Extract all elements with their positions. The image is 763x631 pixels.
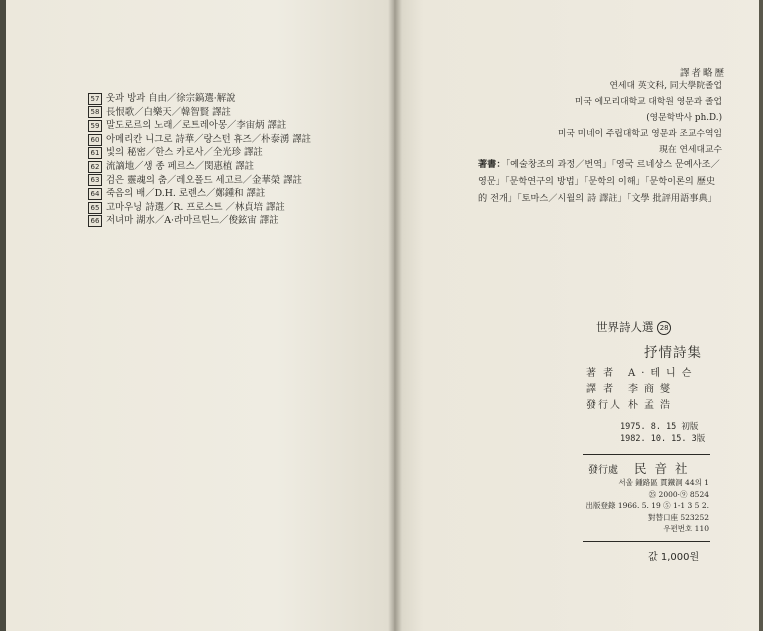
translator-bio-heading: 譯者略歷 [680, 68, 727, 79]
list-item [88, 146, 388, 160]
credit-row [586, 398, 697, 414]
books-text: 「예술창조의 과정／번역」「영국 르네상스 문예사조／영문」「문학연구의 방법」「문학의 이해」「문학이론의 歷史的 전개」「토마스／시월의 詩 譯註」「文學 批評用語事典」 [478, 159, 720, 205]
publisher-info-line: 우편번호 110 [663, 524, 709, 534]
edition-line: 1982. 10. 15. 3版 [620, 434, 706, 444]
right-edge [759, 0, 763, 631]
publisher-info-line: 對替口座 523252 [647, 512, 709, 522]
credit-role: 著 者 [586, 368, 616, 379]
series-title-list [88, 92, 388, 228]
books-label: 著書： [478, 159, 506, 170]
credit-name: 朴孟浩 [628, 400, 676, 411]
credit-row [586, 366, 697, 382]
credits [586, 366, 697, 414]
list-item-title: 웃과 방과 自由／徐宗鎬選·解說 [106, 93, 236, 104]
list-item [88, 160, 388, 174]
credit-role: 譯 者 [586, 384, 616, 395]
edition-line: 1975. 8. 15 初版 [620, 422, 699, 432]
translator-books [478, 156, 722, 208]
divider [583, 454, 710, 455]
list-item-title: 빛의 秘密／한스 카로사／全光珍 譯註 [106, 147, 263, 159]
volume-number: 62 [88, 161, 102, 173]
volume-number: 63 [88, 174, 102, 186]
list-item-title: 流謫地／생 종 페르스／閔惠植 譯註 [106, 160, 254, 172]
list-item [88, 214, 388, 228]
volume-number: 66 [88, 215, 102, 227]
series-number: 28 [657, 321, 671, 335]
bio-line: 미국 미네이 주립대학교 영문과 조교수역임 [557, 129, 722, 139]
list-item [88, 174, 388, 188]
list-item [88, 106, 388, 120]
volume-number: 65 [88, 202, 102, 214]
publisher-label: 發行處 [588, 465, 618, 476]
list-item-title: 죽음의 배／D.H. 로렌스／鄭鍾和 譯註 [106, 188, 266, 200]
edition-history [620, 421, 705, 445]
list-item-title: 아메리칸 니그로 詩華／랑스턴 휴즈／朴泰湧 譯註 [106, 133, 311, 145]
publisher-info-line: 서울 鍾路區 貫鐵洞 44의 1 [618, 478, 709, 487]
price: 값 1,000원 [648, 552, 700, 563]
volume-number: 58 [88, 106, 102, 118]
bio-line: 미국 에모리대학교 대학원 영문과 졸업 [574, 97, 722, 107]
list-item-title: 말도로르의 노래／로트레아몽／李宙炳 譯註 [106, 120, 287, 132]
list-item [88, 133, 388, 147]
volume-number: 64 [88, 188, 102, 200]
divider [583, 541, 710, 542]
list-item-title: 고마우닝 詩選／R. 프로스트 ／林貞培 譯註 [106, 201, 285, 213]
publisher [588, 459, 696, 477]
list-item-title: 검은 靈魂의 춤／레오폴드 세고르／金華榮 譯註 [106, 174, 302, 186]
publisher-info-line: ㉕ 2000·⑨ 8524 [648, 489, 709, 499]
credit-name: 李商燮 [628, 384, 676, 395]
credit-role: 發行人 [586, 400, 622, 411]
volume-number: 59 [88, 120, 102, 132]
publisher-name: 民音社 [634, 461, 696, 476]
bio-line: 現在 연세대교수 [659, 145, 722, 155]
list-item-title: 長恨歌／白樂天／韓智賢 譯註 [106, 106, 231, 118]
series-title: 世界詩人選 [596, 320, 654, 334]
book-gutter [388, 0, 402, 631]
volume-number: 60 [88, 134, 102, 146]
book-title: 抒情詩集 [644, 345, 702, 361]
list-item [88, 201, 388, 215]
credit-row [586, 382, 697, 398]
publisher-info [564, 477, 709, 535]
volume-number: 61 [88, 147, 102, 159]
left-edge [0, 0, 6, 631]
series-name [596, 319, 671, 335]
bio-line: 연세대 英文科, 同大學院졸업 [609, 81, 722, 91]
volume-number: 57 [88, 93, 102, 105]
list-item [88, 92, 388, 106]
translator-bio [478, 78, 722, 158]
list-item-title: 저녀마 湖水／A·라마르틴느／俊鉉宙 譯註 [106, 215, 279, 227]
credit-name: A·테니슨 [628, 368, 698, 379]
bio-line: (영문학박사 ph.D.) [646, 113, 722, 123]
list-item [88, 119, 388, 133]
list-item [88, 187, 388, 201]
publisher-info-line: 出版登錄 1966. 5. 19 ⑤ 1-1 3 5 2. [585, 501, 709, 511]
